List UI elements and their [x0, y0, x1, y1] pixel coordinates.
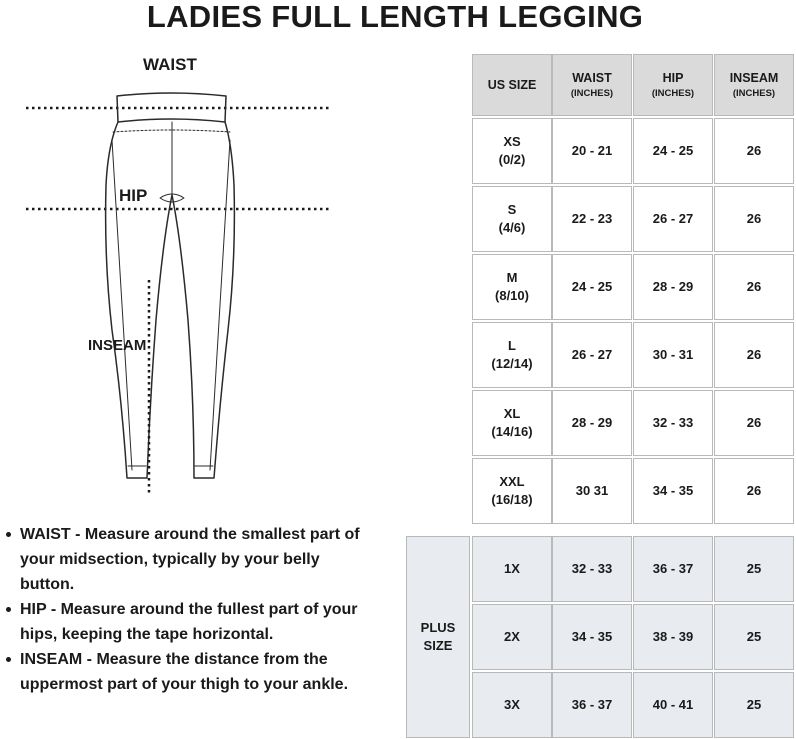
header-hip — [633, 54, 713, 116]
plus-waist-cell — [552, 536, 632, 602]
inseam-cell — [714, 322, 794, 388]
size-cell — [472, 118, 552, 184]
hip-value: 32 - 33 — [652, 415, 694, 430]
size-numeric: (16/18) — [491, 492, 533, 507]
size-numeric: (8/10) — [495, 288, 529, 303]
hip-label: HIP — [119, 186, 148, 205]
plus-inseam-cell — [714, 672, 794, 738]
legging-diagram — [0, 0, 360, 500]
waist-value: 20 - 21 — [571, 143, 613, 158]
plus-waist-cell — [552, 672, 632, 738]
inseam-value: 26 — [746, 347, 762, 362]
size-label: S — [507, 202, 517, 217]
page-title: LADIES FULL LENGTH LEGGING — [146, 0, 644, 34]
hip-value: 30 - 31 — [652, 347, 694, 362]
size-cell — [472, 458, 552, 524]
plus-label: PLUS — [420, 620, 456, 635]
measurement-instructions — [6, 522, 366, 697]
waist-cell — [552, 254, 632, 320]
size-cell — [472, 322, 552, 388]
inseam-value: 26 — [746, 279, 762, 294]
waist-value: 24 - 25 — [571, 279, 613, 294]
waist-value: 32 - 33 — [571, 561, 613, 576]
header-waist — [552, 54, 632, 116]
header-label: HIP — [662, 71, 684, 85]
waist-value: 22 - 23 — [571, 211, 613, 226]
hip-value: 38 - 39 — [652, 629, 694, 644]
size-label: XL — [503, 406, 521, 421]
size-numeric: (14/16) — [491, 424, 533, 439]
size-numeric: (4/6) — [498, 220, 526, 235]
waist-value: 36 - 37 — [571, 697, 613, 712]
waist-cell — [552, 186, 632, 252]
waist-cell — [552, 322, 632, 388]
plus-hip-cell — [633, 536, 713, 602]
size-label: XS — [503, 134, 521, 149]
instruction-hip: HIP - Measure around the fullest part of your hips, keeping the tape horizontal. — [6, 597, 366, 647]
header-unit: (INCHES) — [651, 88, 695, 99]
size-label: XXL — [499, 474, 525, 489]
size-cell — [472, 390, 552, 456]
inseam-value: 26 — [746, 211, 762, 226]
size-cell — [472, 186, 552, 252]
hip-value: 26 - 27 — [652, 211, 694, 226]
size-cell — [472, 254, 552, 320]
plus-size-cell — [472, 536, 552, 602]
inseam-value: 25 — [746, 629, 762, 644]
hip-value: 40 - 41 — [652, 697, 694, 712]
header-label: US SIZE — [487, 78, 537, 92]
size-numeric: (0/2) — [498, 152, 526, 167]
waist-value: 26 - 27 — [571, 347, 613, 362]
plus-inseam-cell — [714, 604, 794, 670]
header-unit: (INCHES) — [732, 88, 776, 99]
waist-cell — [552, 458, 632, 524]
waist-value: 30 31 — [575, 483, 609, 498]
hip-cell — [633, 254, 713, 320]
hip-cell — [633, 118, 713, 184]
size-label: 3X — [504, 697, 520, 712]
hip-cell — [633, 322, 713, 388]
header-inseam — [714, 54, 794, 116]
hip-value: 24 - 25 — [652, 143, 694, 158]
plus-size-label-cell — [406, 536, 470, 738]
inseam-label: INSEAM — [88, 337, 147, 354]
size-label: M — [506, 270, 518, 285]
plus-hip-cell — [633, 672, 713, 738]
plus-inseam-cell — [714, 536, 794, 602]
plus-size-cell — [472, 672, 552, 738]
instruction-waist: WAIST - Measure around the smallest part of your midsection, typically by your belly button. — [6, 522, 366, 597]
plus-size-cell — [472, 604, 552, 670]
hip-cell — [633, 186, 713, 252]
instruction-inseam: INSEAM - Measure the distance from the uppermost part of your thigh to your ankle. — [6, 647, 366, 697]
inseam-cell — [714, 458, 794, 524]
header-label: WAIST — [572, 71, 612, 85]
hip-value: 34 - 35 — [652, 483, 694, 498]
hip-value: 28 - 29 — [652, 279, 694, 294]
inseam-value: 25 — [746, 697, 762, 712]
plus-waist-cell — [552, 604, 632, 670]
inseam-value: 26 — [746, 415, 762, 430]
hip-cell — [633, 390, 713, 456]
waist-value: 28 - 29 — [571, 415, 613, 430]
inseam-cell — [714, 254, 794, 320]
waist-value: 34 - 35 — [571, 629, 613, 644]
hip-cell — [633, 458, 713, 524]
size-label: 1X — [504, 561, 520, 576]
inseam-value: 26 — [746, 483, 762, 498]
inseam-cell — [714, 118, 794, 184]
waist-cell — [552, 390, 632, 456]
header-size — [472, 54, 552, 116]
header-unit: (INCHES) — [570, 88, 614, 99]
inseam-cell — [714, 186, 794, 252]
size-label: 2X — [504, 629, 520, 644]
header-label: INSEAM — [729, 71, 779, 85]
inseam-value: 25 — [746, 561, 762, 576]
waist-label: WAIST — [143, 55, 197, 74]
size-numeric: (12/14) — [491, 356, 533, 371]
size-label: SIZE — [423, 638, 453, 653]
inseam-value: 26 — [746, 143, 762, 158]
plus-hip-cell — [633, 604, 713, 670]
size-label: L — [508, 338, 516, 353]
hip-value: 36 - 37 — [652, 561, 694, 576]
legging-outline-icon — [106, 93, 235, 478]
waist-cell — [552, 118, 632, 184]
inseam-cell — [714, 390, 794, 456]
